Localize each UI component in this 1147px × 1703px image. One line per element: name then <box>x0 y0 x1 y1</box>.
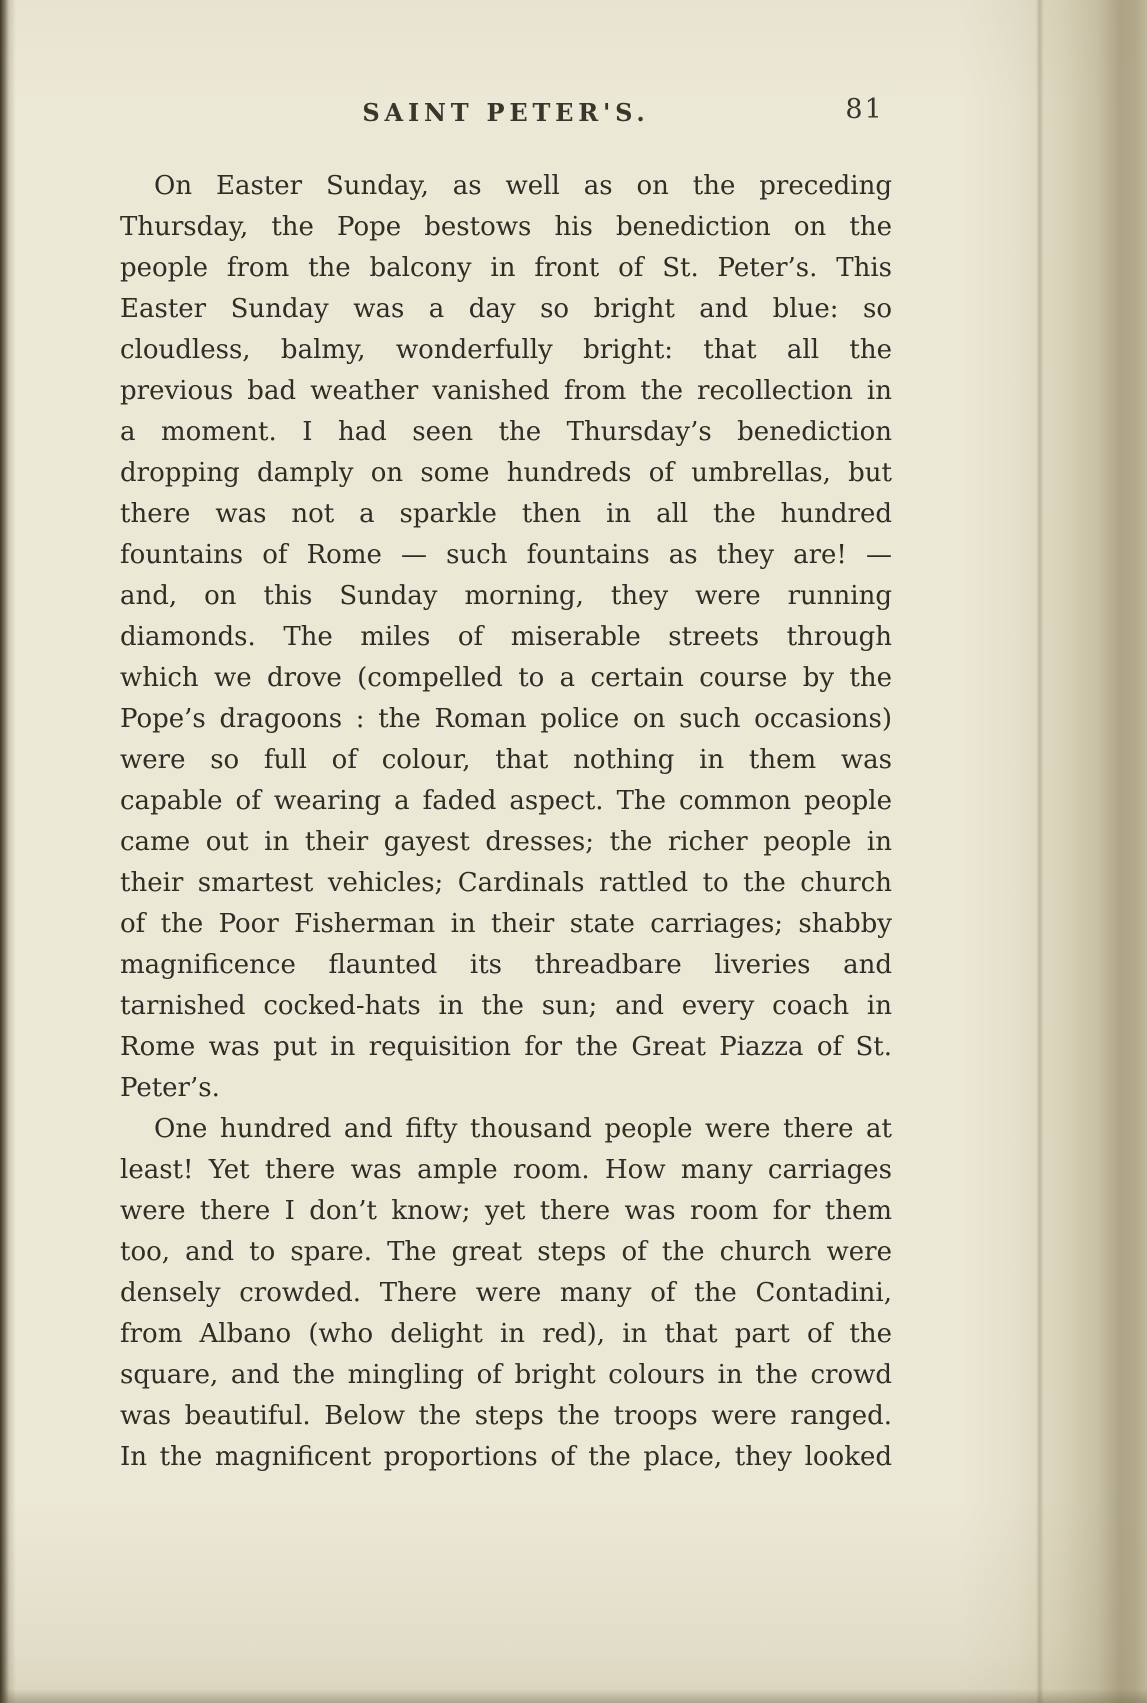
body-text <box>120 166 892 1478</box>
running-header <box>120 94 892 140</box>
page-crease <box>1036 0 1044 1703</box>
page-right-edge <box>957 0 1147 1703</box>
running-header-title: SAINT PETER'S. <box>362 98 650 127</box>
page-number: 81 <box>845 94 884 125</box>
page-content <box>120 94 892 1478</box>
paragraph-2: One hundred and fifty thousand people were there at least! Yet there was ample room. How many carriages were there I don’t know; yet there was room for them too, and to spare. The great steps of the church were densely crowded. There were many of the Contadini, from Albano (who delight in red), in that part of the square, and the mingling of bright colours in the crowd was beautiful. Below the steps the troops were ranged. In the magnificent proportions of the place, they looked <box>120 1114 892 1472</box>
page-bottom-edge <box>0 1689 1147 1703</box>
page-left-edge <box>0 0 16 1703</box>
paragraph-1: On Easter Sunday, as well as on the preceding Thursday, the Pope bestows his benediction on the people from the balcony in front of St. Peter’s. This Easter Sunday was a day so bright and blue: so cloudless, balmy, wonderfully bright: that all the previous bad weather vanished from the recollection in a moment. I had seen the Thursday’s benediction dropping damply on some hundreds of umbrellas, but there was not a sparkle then in all the hundred fountains of Rome — such fountains as they are! — and, on this Sunday morning, they were running diamonds. The miles of miserable streets through which we drove (compelled to a certain course by the Pope’s dragoons : the Roman police on such occasions) were so full of colour, that nothing in them was capable of wearing a faded aspect. The common people came out in their gayest dresses; the richer people in their smartest vehicles; Cardinals rattled to the church of the Poor Fisherman in their state carriages; shabby magnificence flaunted its threadbare liveries and tarnished cocked-hats in the sun; and every coach in Rome was put in requisition for the Great Piazza of St. Peter’s. <box>120 171 892 1103</box>
